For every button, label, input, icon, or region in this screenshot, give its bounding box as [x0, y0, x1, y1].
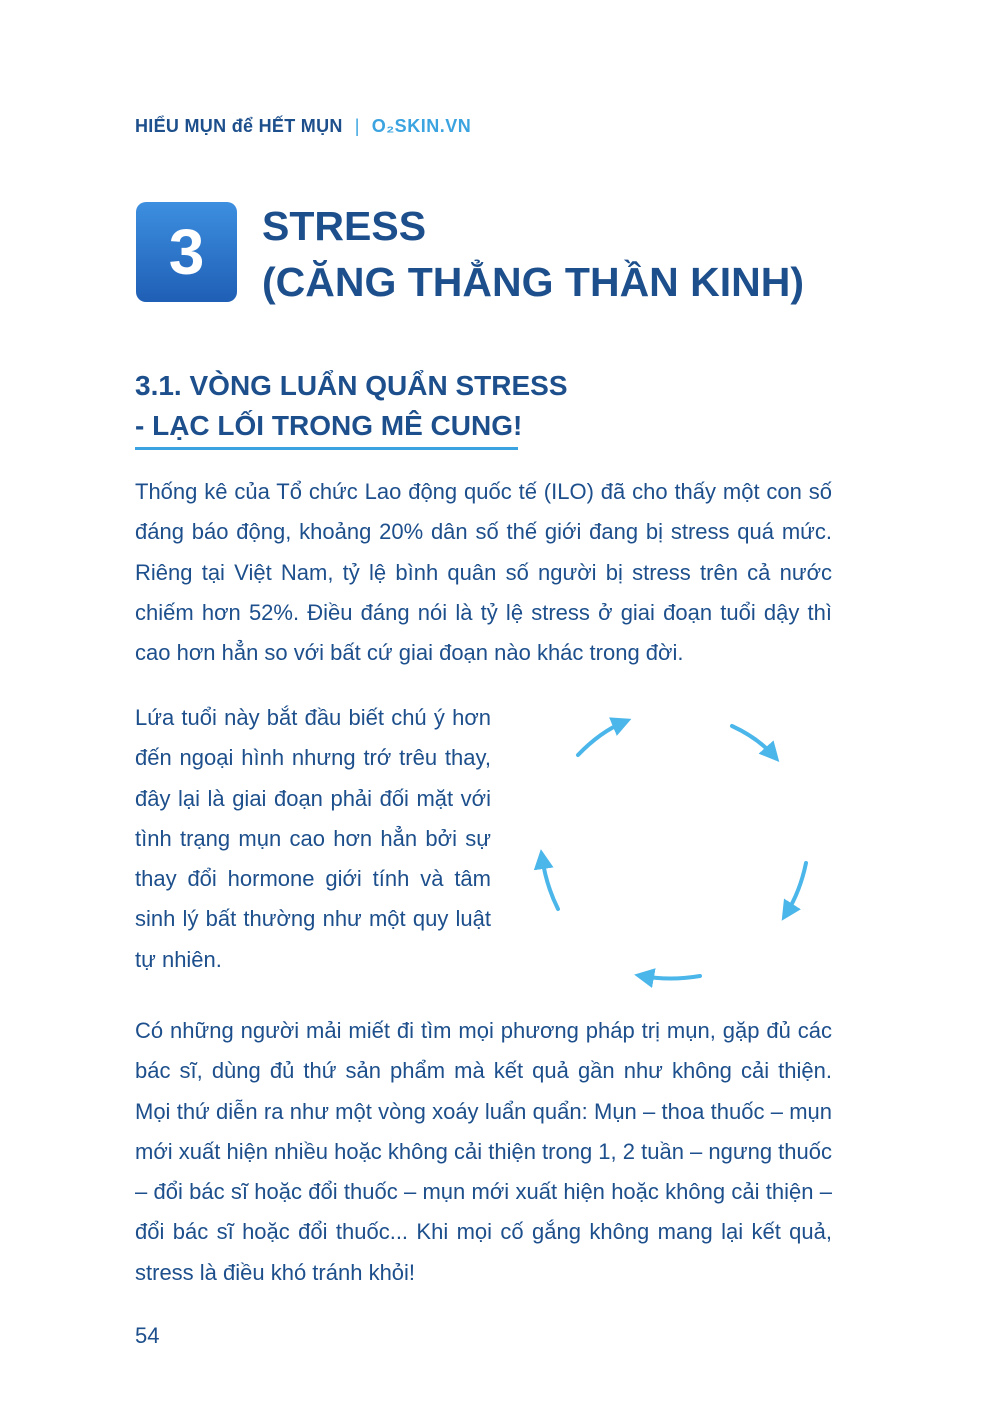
- cycle-arrow-top-right: [732, 726, 774, 756]
- running-header: [135, 116, 471, 137]
- section-heading: [135, 366, 568, 446]
- paragraph-puberty: Lứa tuổi này bắt đầu biết chú ý hơn đến ngoại hình nhưng trớ trêu thay, đây lại là giai đoạn phải đối mặt với tình trạng mụn cao hơn hẳn bởi sự thay đổi hormone giới tính và tâm sinh lý bất thường như một quy luật tự nhiên.: [135, 705, 491, 972]
- cycle-arrow-bottom: [642, 976, 700, 979]
- section-heading-line-2: - LẠC LỐI TRONG MÊ CUNG!: [135, 410, 523, 441]
- site-name: O₂SKIN.VN: [371, 116, 472, 136]
- book-title: HIỂU MỤN để HẾT MỤN: [135, 116, 343, 136]
- section-underline: [135, 447, 518, 450]
- cycle-arrow-left: [542, 857, 558, 909]
- page-number: 54: [135, 1323, 160, 1348]
- header-separator: |: [354, 116, 360, 136]
- section-heading-line-1: 3.1. VÒNG LUẨN QUẨN STRESS: [135, 370, 568, 401]
- cycle-arrows-diagram: [520, 700, 840, 1000]
- chapter-title-line-2: (CĂNG THẲNG THẦN KINH): [262, 259, 805, 305]
- chapter-title-line-1: STRESS: [262, 203, 427, 249]
- cycle-arrow-right: [786, 863, 806, 914]
- cycle-arrow-top-left: [578, 722, 624, 755]
- paragraph-vicious-cycle: Có những người mải miết đi tìm mọi phương pháp trị mụn, gặp đủ các bác sĩ, dùng đủ thứ sản phẩm mà kết quả gần như không cải thiện. Mọi thứ diễn ra như một vòng xoáy luẩn quẩn: Mụn – thoa thuốc – mụn mới xuất hiện nhiều hoặc không cải thiện trong 1, 2 tuần – ngưng thuốc – đổi bác sĩ hoặc đổi thuốc – mụn mới xuất hiện hoặc không cải thiện – đổi bác sĩ hoặc đổi thuốc... Khi mọi cố gắng không mang lại kết quả, stress là điều khó tránh khỏi!: [135, 1018, 832, 1285]
- chapter-number-badge: 3: [136, 202, 237, 302]
- chapter-title: [262, 198, 804, 310]
- paragraph-statistics: Thống kê của Tổ chức Lao động quốc tế (ILO) đã cho thấy một con số đáng báo động, khoảng 20% dân số thế giới đang bị stress quá mức. Riêng tại Việt Nam, tỷ lệ bình quân số người bị stress trên cả nước chiếm hơn 52%. Điều đáng nói là tỷ lệ stress ở giai đoạn tuổi dậy thì cao hơn hẳn so với bất cứ giai đoạn nào khác trong đời.: [135, 479, 832, 666]
